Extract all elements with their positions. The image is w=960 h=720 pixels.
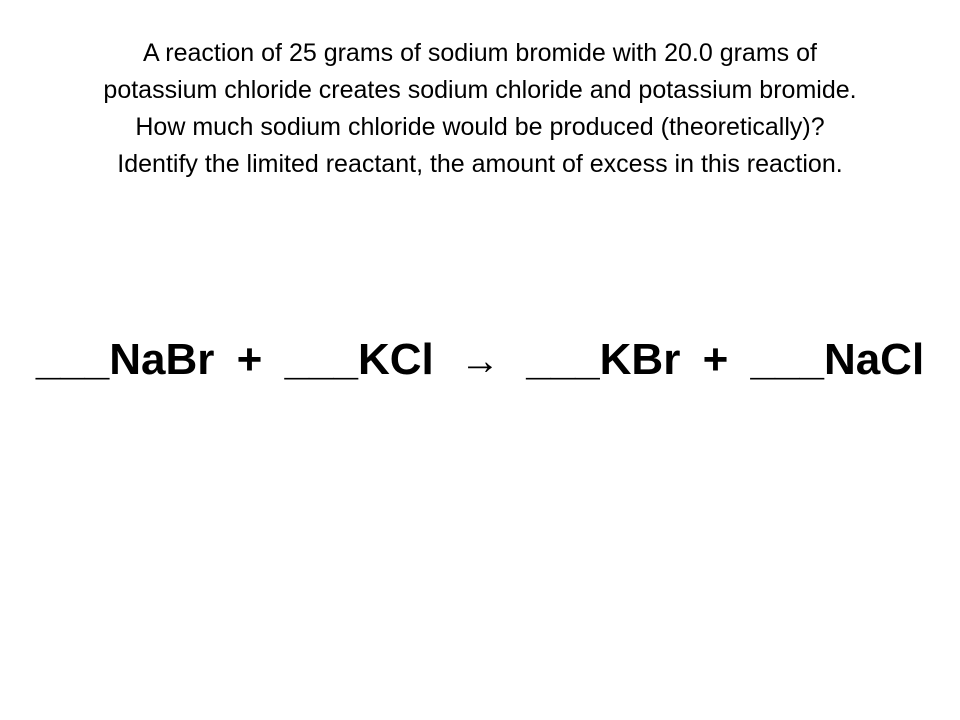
problem-line: potassium chloride creates sodium chloride and potassium bromide. [103,76,857,104]
plus-sign: + [236,335,263,384]
product-nacl: NaCl [823,335,925,384]
problem-line: How much sodium chloride would be produced (theoretically)? [135,113,825,141]
problem-line: A reaction of 25 grams of sodium bromide with 20.0 grams of [143,39,817,67]
reaction-arrow-icon: → [460,339,500,383]
coefficient-blank: ___ [526,335,600,384]
coefficient-blank: ___ [284,335,358,384]
coefficient-blank: ___ [750,335,824,384]
chemical-equation [0,330,960,391]
plus-sign: + [702,335,729,384]
problem-statement [10,35,950,183]
reactant-nabr: NaBr [109,335,215,384]
reactant-kcl: KCl [357,335,434,384]
product-kbr: KBr [599,335,681,384]
coefficient-blank: ___ [35,335,110,384]
problem-line: Identify the limited reactant, the amount of excess in this reaction. [117,150,843,178]
